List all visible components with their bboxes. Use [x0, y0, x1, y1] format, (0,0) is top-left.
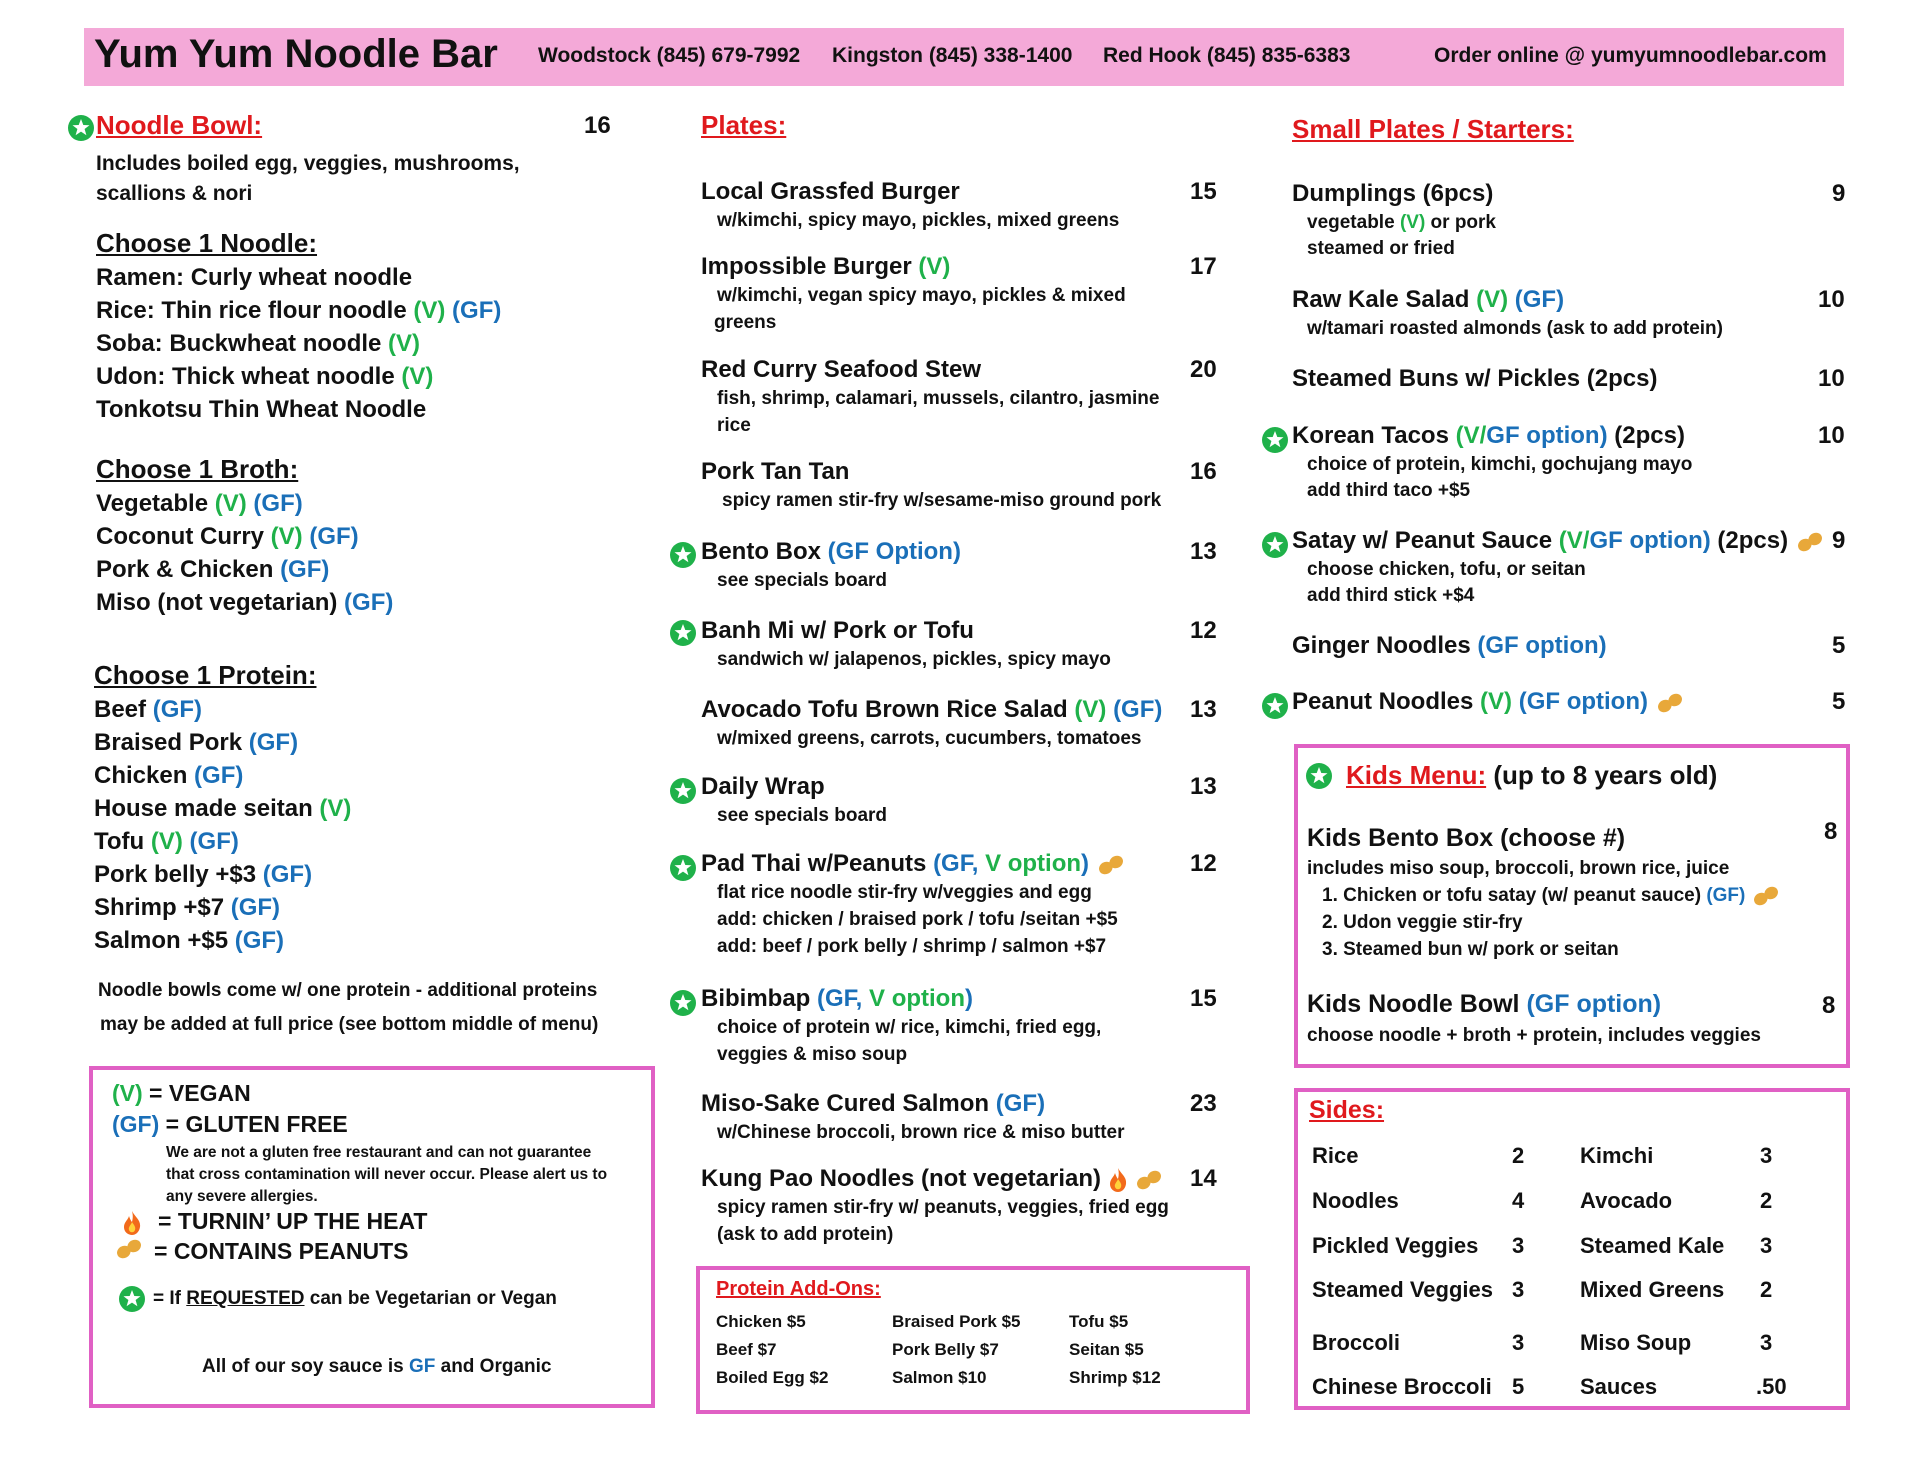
plate-desc: see specials board	[717, 805, 888, 826]
starter-price: 9	[1832, 527, 1846, 554]
starter-desc: vegetable (V) or pork	[1307, 212, 1496, 233]
star-icon	[68, 115, 94, 141]
side-name: Mixed Greens	[1580, 1277, 1725, 1302]
broth-option: Vegetable (V) (GF)	[96, 490, 303, 517]
plate-desc: w/kimchi, vegan spicy mayo, pickles & mixed	[717, 285, 1126, 306]
star-icon	[670, 620, 696, 646]
kids-noodle-name: Kids Noodle Bowl (GF option)	[1307, 990, 1662, 1018]
protein-option: Braised Pork (GF)	[94, 729, 299, 756]
noodle-option: Tonkotsu Thin Wheat Noodle	[96, 396, 427, 423]
header-banner	[84, 28, 1844, 86]
kids-bento-option: 2. Udon veggie stir-fry	[1322, 912, 1523, 933]
plate-desc: greens	[714, 312, 777, 333]
kids-bento-option: 3. Steamed bun w/ pork or seitan	[1322, 939, 1619, 960]
plate-price: 17	[1190, 253, 1217, 280]
starter-desc: add third stick +$4	[1307, 585, 1475, 606]
starter-desc: w/tamari roasted almonds (ask to add protein)	[1307, 318, 1723, 339]
choose-protein-title: Choose 1 Protein:	[94, 660, 317, 690]
peanut-icon	[1096, 854, 1126, 876]
side-name: Sauces	[1580, 1374, 1658, 1399]
plate-price: 12	[1190, 617, 1217, 644]
noodle-bowl-desc-1: Includes boiled egg, veggies, mushrooms,	[96, 152, 520, 175]
protein-option: Beef (GF)	[94, 696, 203, 723]
addon-item: Seitan $5	[1069, 1340, 1144, 1359]
plate-name: Miso-Sake Cured Salmon (GF)	[701, 1090, 1046, 1117]
side-name: Steamed Kale	[1580, 1233, 1725, 1258]
plate-desc: spicy ramen stir-fry w/sesame-miso ground pork	[722, 490, 1162, 511]
protein-option: Salmon +$5 (GF)	[94, 927, 285, 954]
kingston-phone: Kingston (845) 338-1400	[832, 44, 1073, 67]
plate-desc: choice of protein w/ rice, kimchi, fried egg,	[717, 1017, 1102, 1038]
broth-option: Coconut Curry (V) (GF)	[96, 523, 359, 550]
choose-noodle-title: Choose 1 Noodle:	[96, 228, 318, 258]
addon-item: Salmon $10	[892, 1368, 987, 1387]
side-price: 5	[1512, 1374, 1525, 1399]
side-name: Chinese Broccoli	[1312, 1374, 1492, 1399]
plate-price: 14	[1190, 1165, 1217, 1192]
plate-desc: add: chicken / braised pork / tofu /seitan +$5	[717, 909, 1118, 930]
legend-disclaimer: We are not a gluten free restaurant and can not guarantee that cross contamination will never occur. Please alert us to any severe allergies.	[166, 1144, 608, 1205]
star-icon	[670, 855, 696, 881]
star-icon	[119, 1286, 145, 1312]
side-name: Steamed Veggies	[1312, 1277, 1493, 1302]
side-name: Pickled Veggies	[1312, 1233, 1479, 1258]
addon-item: Beef $7	[716, 1340, 777, 1359]
plate-desc: veggies & miso soup	[717, 1044, 908, 1065]
restaurant-title: Yum Yum Noodle Bar	[94, 32, 498, 76]
plate-name: Banh Mi w/ Pork or Tofu	[701, 617, 974, 644]
star-icon	[1306, 763, 1332, 789]
peanut-icon	[1655, 692, 1685, 714]
plate-name: Red Curry Seafood Stew	[701, 356, 982, 383]
protein-option: Chicken (GF)	[94, 762, 244, 789]
starter-price: 10	[1818, 286, 1845, 313]
plate-desc: sandwich w/ jalapenos, pickles, spicy mayo	[717, 649, 1111, 670]
starter-name: Satay w/ Peanut Sauce (V/GF option) (2pcs)	[1292, 527, 1825, 555]
side-price: 2	[1760, 1277, 1773, 1302]
plate-desc: (ask to add protein)	[717, 1224, 894, 1245]
broth-option: Pork & Chicken (GF)	[96, 556, 330, 583]
peanut-icon	[1751, 885, 1781, 907]
side-price: .50	[1756, 1374, 1787, 1399]
noodle-option: Ramen: Curly wheat noodle	[96, 264, 413, 291]
side-price: 3	[1512, 1277, 1525, 1302]
side-price: 2	[1512, 1143, 1525, 1168]
noodle-option: Soba: Buckwheat noodle (V)	[96, 330, 421, 357]
side-price: 4	[1512, 1188, 1525, 1213]
noodle-option: Udon: Thick wheat noodle (V)	[96, 363, 434, 390]
choose-broth-title: Choose 1 Broth:	[96, 454, 299, 484]
plate-desc: flat rice noodle stir-fry w/veggies and egg	[717, 882, 1092, 903]
plate-name: Local Grassfed Burger	[701, 178, 960, 205]
protein-addons-title: Protein Add-Ons:	[716, 1278, 881, 1300]
plate-desc: w/Chinese broccoli, brown rice & miso butter	[717, 1122, 1125, 1143]
starter-desc: choose chicken, tofu, or seitan	[1307, 559, 1586, 580]
side-name: Avocado	[1580, 1188, 1673, 1213]
starter-name: Steamed Buns w/ Pickles (2pcs)	[1292, 365, 1658, 392]
protein-option: Tofu (V) (GF)	[94, 828, 239, 855]
kids-bento-desc: includes miso soup, broccoli, brown rice, juice	[1307, 858, 1730, 879]
starter-price: 9	[1832, 180, 1846, 207]
protein-list	[94, 696, 351, 960]
redhook-phone: Red Hook (845) 835-6383	[1103, 44, 1351, 67]
peanut-icon	[1134, 1169, 1164, 1191]
plate-name: Pork Tan Tan	[701, 458, 850, 485]
plate-price: 15	[1190, 985, 1217, 1012]
star-icon	[1262, 427, 1288, 453]
plate-name: Avocado Tofu Brown Rice Salad (V) (GF)	[701, 696, 1163, 723]
kids-bento-name: Kids Bento Box (choose #)	[1307, 824, 1626, 852]
side-price: 3	[1760, 1143, 1773, 1168]
side-name: Broccoli	[1312, 1330, 1401, 1355]
addon-item: Shrimp $12	[1069, 1368, 1161, 1387]
star-icon	[1262, 532, 1288, 558]
starter-name: Dumplings (6pcs)	[1292, 180, 1494, 207]
plate-desc: rice	[717, 415, 751, 436]
protein-option: Pork belly +$3 (GF)	[94, 861, 313, 888]
plate-price: 23	[1190, 1090, 1217, 1117]
noodle-bowl-note-2: may be added at full price (see bottom middle of menu)	[100, 1014, 599, 1035]
starter-price: 10	[1818, 365, 1845, 392]
addon-item: Pork Belly $7	[892, 1340, 999, 1359]
sides-title: Sides:	[1309, 1096, 1385, 1124]
plate-price: 12	[1190, 850, 1217, 877]
star-icon	[670, 542, 696, 568]
side-price: 3	[1760, 1233, 1773, 1258]
plate-name: Impossible Burger (V)	[701, 253, 951, 280]
starter-price: 10	[1818, 422, 1845, 449]
starter-desc: steamed or fried	[1307, 238, 1455, 259]
peanut-icon	[1795, 531, 1825, 553]
side-name: Miso Soup	[1580, 1330, 1692, 1355]
noodle-list	[96, 264, 501, 429]
noodle-bowl-title: Noodle Bowl:	[96, 110, 263, 140]
side-price: 2	[1760, 1188, 1773, 1213]
plate-price: 20	[1190, 356, 1217, 383]
side-name: Kimchi	[1580, 1143, 1654, 1168]
plate-name: Bento Box (GF Option)	[701, 538, 961, 565]
peanut-icon	[114, 1238, 144, 1260]
side-name: Noodles	[1312, 1188, 1399, 1213]
legend-vegan: (V) = VEGAN	[112, 1080, 251, 1106]
plate-desc: spicy ramen stir-fry w/ peanuts, veggies, fried egg	[717, 1197, 1169, 1218]
starter-desc: choice of protein, kimchi, gochujang mayo	[1307, 454, 1693, 475]
broth-option: Miso (not vegetarian) (GF)	[96, 589, 394, 616]
plate-name: Bibimbap (GF, V option)	[701, 985, 973, 1012]
starter-name: Raw Kale Salad (V) (GF)	[1292, 286, 1565, 313]
fire-icon	[1108, 1167, 1128, 1193]
addon-item: Tofu $5	[1069, 1312, 1129, 1331]
legend-gluten-free: (GF) = GLUTEN FREE	[112, 1111, 348, 1137]
star-icon	[1262, 693, 1288, 719]
order-online-link[interactable]: Order online @ yumyumnoodlebar.com	[1434, 44, 1827, 67]
fire-icon	[122, 1210, 142, 1236]
kids-bento-price: 8	[1824, 818, 1838, 845]
protein-option: Shrimp +$7 (GF)	[94, 894, 281, 921]
starter-name: Korean Tacos (V/GF option) (2pcs)	[1292, 422, 1685, 449]
plate-desc: w/kimchi, spicy mayo, pickles, mixed greens	[717, 210, 1120, 231]
side-price: 3	[1512, 1233, 1525, 1258]
plate-name: Pad Thai w/Peanuts (GF, V option)	[701, 850, 1126, 878]
side-name: Rice	[1312, 1143, 1359, 1168]
small-plates-title: Small Plates / Starters:	[1292, 114, 1574, 144]
kids-menu-title: Kids Menu: (up to 8 years old)	[1346, 760, 1718, 790]
noodle-bowl-desc-2: scallions & nori	[96, 182, 253, 205]
starter-name: Ginger Noodles (GF option)	[1292, 632, 1607, 659]
legend-peanuts: = CONTAINS PEANUTS	[154, 1238, 409, 1264]
woodstock-phone: Woodstock (845) 679-7992	[538, 44, 801, 67]
plate-price: 13	[1190, 538, 1217, 565]
addon-item: Braised Pork $5	[892, 1312, 1021, 1331]
legend-soy-sauce: All of our soy sauce is GF and Organic	[202, 1356, 552, 1377]
plate-price: 15	[1190, 178, 1217, 205]
plate-desc: see specials board	[717, 570, 888, 591]
plate-desc: w/mixed greens, carrots, cucumbers, tomatoes	[717, 728, 1142, 749]
plate-price: 13	[1190, 773, 1217, 800]
starter-desc: add third taco +$5	[1307, 480, 1471, 501]
addon-item: Chicken $5	[716, 1312, 806, 1331]
addon-item: Boiled Egg $2	[716, 1368, 829, 1387]
plates-title: Plates:	[701, 110, 787, 140]
starter-price: 5	[1832, 632, 1846, 659]
broth-list	[96, 490, 393, 622]
star-icon	[670, 778, 696, 804]
plate-name: Kung Pao Noodles (not vegetarian)	[701, 1165, 1164, 1193]
side-price: 3	[1760, 1330, 1773, 1355]
noodle-bowl-price: 16	[584, 112, 611, 139]
plate-price: 16	[1190, 458, 1217, 485]
kids-bento-option: 1. Chicken or tofu satay (w/ peanut sauce) (GF)	[1322, 885, 1781, 907]
kids-noodle-desc: choose noodle + broth + protein, includes veggies	[1307, 1025, 1761, 1046]
protein-option: House made seitan (V)	[94, 795, 352, 822]
starter-price: 5	[1832, 688, 1846, 715]
starter-name: Peanut Noodles (V) (GF option)	[1292, 688, 1685, 716]
noodle-option: Rice: Thin rice flour noodle (V) (GF)	[96, 297, 502, 324]
plate-desc: add: beef / pork belly / shrimp / salmon +$7	[717, 936, 1107, 957]
noodle-bowl-note-1: Noodle bowls come w/ one protein - additional proteins	[98, 980, 598, 1001]
star-icon	[670, 990, 696, 1016]
legend-requested: = If REQUESTED can be Vegetarian or Vegan	[153, 1288, 557, 1309]
plate-name: Daily Wrap	[701, 773, 825, 800]
kids-noodle-price: 8	[1822, 992, 1836, 1019]
legend-heat: = TURNIN’ UP THE HEAT	[158, 1208, 428, 1234]
plate-desc: fish, shrimp, calamari, mussels, cilantro, jasmine	[717, 388, 1160, 409]
side-price: 3	[1512, 1330, 1525, 1355]
plate-price: 13	[1190, 696, 1217, 723]
